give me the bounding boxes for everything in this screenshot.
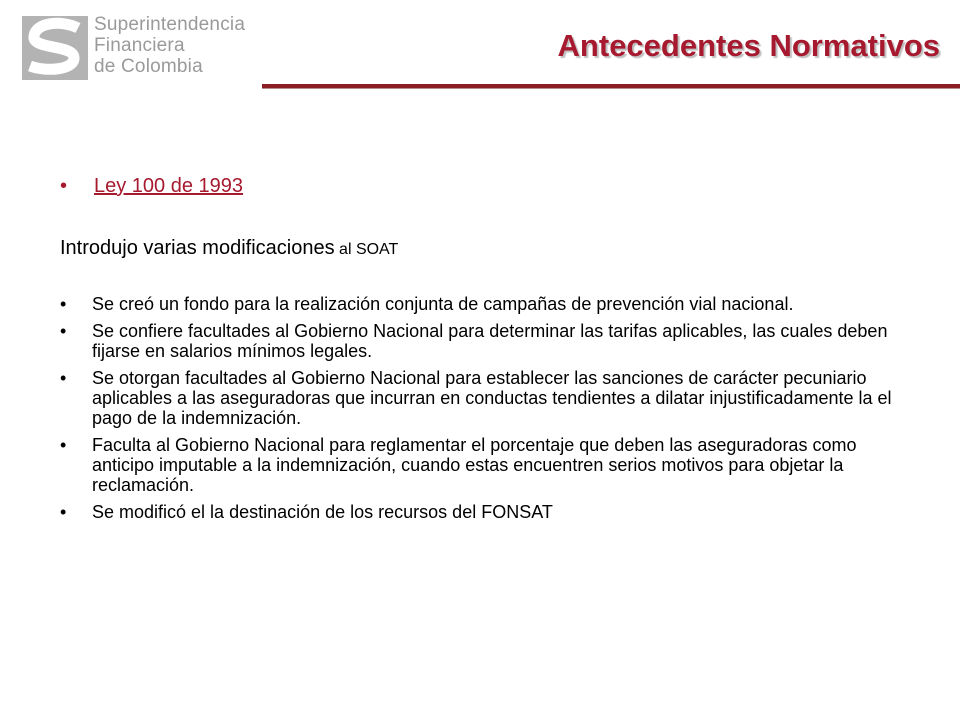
header-divider (262, 84, 960, 89)
list-item (60, 294, 910, 314)
law-reference-item (60, 172, 243, 200)
logo-line-3: de Colombia (94, 56, 203, 77)
list-item-text: Faculta al Gobierno Nacional para reglamentar el porcentaje que deben las aseguradoras como anticipo imputable a la indemnización, cuando estas encuentren serios motivos para objetar la reclamación. (92, 435, 857, 495)
logo-wordmark (94, 14, 245, 77)
list-item-text: Se confiere facultades al Gobierno Nacional para determinar las tarifas aplicables, las cuales deben fijarse en salarios mínimos legales. (92, 321, 888, 361)
bullet-icon: • (60, 321, 67, 341)
page-title: Antecedentes Normativos (557, 28, 940, 63)
intro-main: Introdujo varias modificaciones (60, 237, 335, 259)
logo-line-2: Financiera (94, 35, 185, 56)
intro-small: al SOAT (334, 241, 399, 258)
list-item-text: Se creó un fondo para la realización conjunta de campañas de prevención vial nacional. (92, 294, 794, 314)
intro-text (60, 234, 398, 264)
list-item (60, 502, 910, 522)
bullet-icon: • (60, 368, 67, 388)
logo-s-mark-icon (22, 16, 88, 80)
bullet-icon: • (60, 294, 67, 314)
list-item-text: Se modificó el la destinación de los recursos del FONSAT (92, 502, 553, 522)
logo-line-1: Superintendencia (94, 14, 246, 35)
list-item (60, 368, 910, 428)
modifications-list (60, 294, 910, 529)
list-item (60, 435, 910, 495)
list-item-text: Se otorgan facultades al Gobierno Nacional para establecer las sanciones de carácter pecuniario aplicables a las aseguradoras que incurran en conductas tendientes a dilatar injustificadamente la el pago de la indemnización. (92, 368, 892, 428)
list-item (60, 321, 910, 361)
bullet-icon: • (60, 175, 68, 197)
bullet-icon: • (60, 435, 67, 455)
organization-logo (22, 14, 252, 84)
bullet-icon: • (60, 502, 67, 522)
law-link[interactable]: Ley 100 de 1993 (94, 175, 244, 197)
